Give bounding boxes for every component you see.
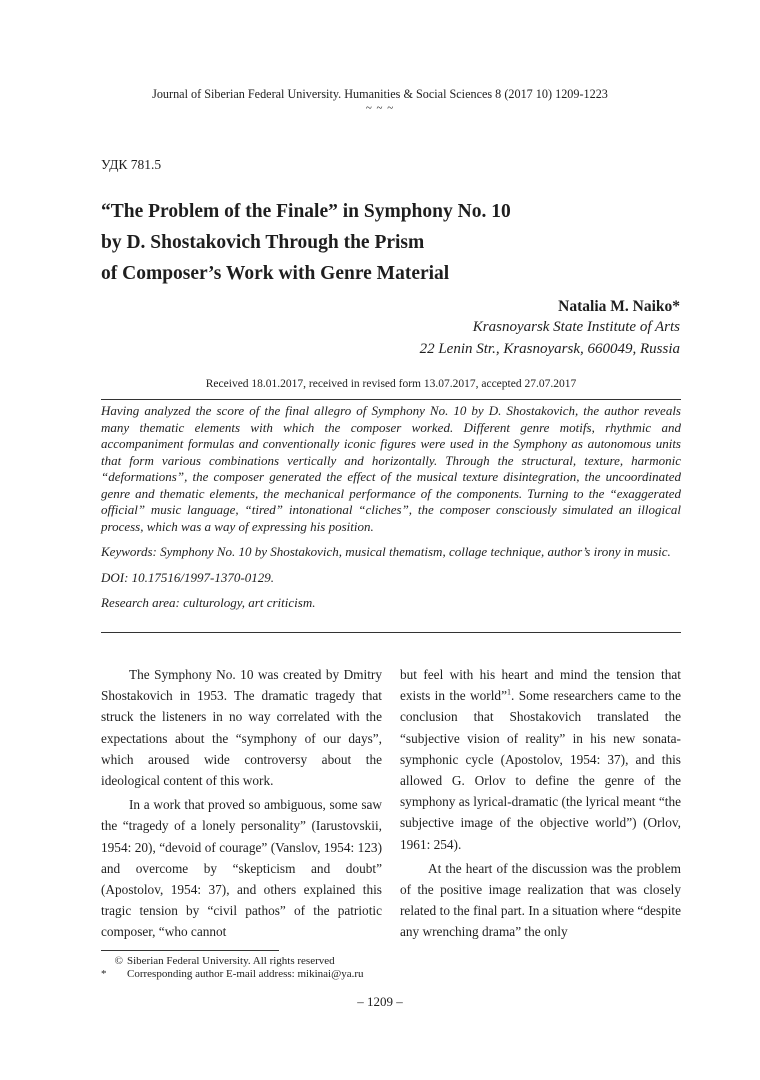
abstract-block bbox=[101, 403, 681, 612]
body-text: but feel with his heart and mind the tension that exists in the world” bbox=[400, 667, 681, 704]
corresponding-footnote bbox=[101, 968, 364, 980]
body-text: . Some researchers came to the conclusion that Shostakovich translated the “subjective vision of reality” in his new sonata-symphonic cycle (Apostolov, 1954: 37), and this allowed G. Orlov to define the genre of the symphony as lyrical-dramatic (the lyrical meant “the subjective image of the objective world”) (Orlov, 1961: 254). bbox=[400, 688, 681, 852]
body-paragraph: The Symphony No. 10 was created by Dmitry Shostakovich in 1953. The dramatic tragedy that struck the listeners in no way correlated with the expectations about the “symphony of our days”, which aroused wide controversy about the ideological content of this work. bbox=[101, 667, 382, 789]
copyright-text: Siberian Federal University. All rights reserved bbox=[127, 955, 335, 967]
header-ornament: ~ ~ ~ bbox=[365, 102, 395, 114]
udk-code: УДК 781.5 bbox=[101, 157, 162, 172]
footnote-ref: 1 bbox=[506, 687, 511, 697]
title-line: of Composer’s Work with Genre Material bbox=[101, 263, 450, 284]
title-line: “The Problem of the Finale” in Symphony No. 10 bbox=[101, 201, 511, 222]
body-paragraph: In a work that proved so ambiguous, some saw the “tragedy of a lonely personality” (Iarustovskii, 1954: 20), “devoid of courage” (Vanslov, 1954: 123) and overcome by “skepticism and doubt” (Apostolov, 1954: 37), and others explained this tragic tension by “civil pathos” of the patriotic composer, “who cannot bbox=[101, 797, 382, 940]
body-paragraph: At the heart of the discussion was the problem of the positive image realization that was closely related to the final part. In a situation where “despite any wrenching drama” the only bbox=[400, 860, 681, 940]
body-column-right bbox=[400, 664, 681, 943]
body-column-left bbox=[101, 664, 382, 943]
abstract-top-rule bbox=[101, 399, 681, 400]
footnote-rule bbox=[101, 950, 279, 951]
abstract-text: Having analyzed the score of the final allegro of Symphony No. 10 by D. Shostakovich, the author reveals many thematic elements with which the composer worked. Different genre motifs, rhythmic and accompaniment formulas and conventionally iconic figures were used in the Symphony as autonomous units that form various combinations vertically and horizontally. Through the structural, texture, harmonic “deformations”, the composer generated the effect of the musical texture disintegration, the uncoordinated genre and thematic elements, the mechanical performance of the components. Turning to the “exaggerated official” music language, “tired” intonational “cliches”, the composer consciously simulated an illogical process, which was a way of expressing his position. bbox=[101, 403, 681, 534]
title-line: by D. Shostakovich Through the Prism bbox=[101, 232, 425, 253]
body-paragraph bbox=[400, 664, 681, 855]
copyright-footnote bbox=[101, 955, 335, 967]
author-name: Natalia M. Naiko* bbox=[558, 298, 680, 315]
affiliation-address: 22 Lenin Str., Krasnoyarsk, 660049, Russia bbox=[419, 341, 680, 357]
received-dates: Received 18.01.2017, received in revised form 13.07.2017, accepted 27.07.2017 bbox=[205, 378, 577, 390]
copyright-symbol: © bbox=[114, 955, 123, 967]
research-area: Research area: culturology, art criticism. bbox=[101, 595, 316, 610]
asterisk-symbol: * bbox=[101, 968, 107, 980]
journal-header: Journal of Siberian Federal University. Humanities & Social Sciences 8 (2017 10) 1209-1223 bbox=[152, 87, 608, 101]
article-title bbox=[101, 196, 681, 289]
page-number: – 1209 – bbox=[357, 994, 403, 1009]
doi: DOI: 10.17516/1997-1370-0129. bbox=[101, 569, 274, 585]
abstract-bottom-rule bbox=[101, 632, 681, 633]
affiliation-institution: Krasnoyarsk State Institute of Arts bbox=[472, 319, 680, 335]
keywords: Keywords: Symphony No. 10 by Shostakovich, musical thematism, collage technique, author’s irony in music. bbox=[101, 544, 671, 559]
corresponding-text: Corresponding author E-mail address: mikinai@ya.ru bbox=[127, 968, 364, 980]
